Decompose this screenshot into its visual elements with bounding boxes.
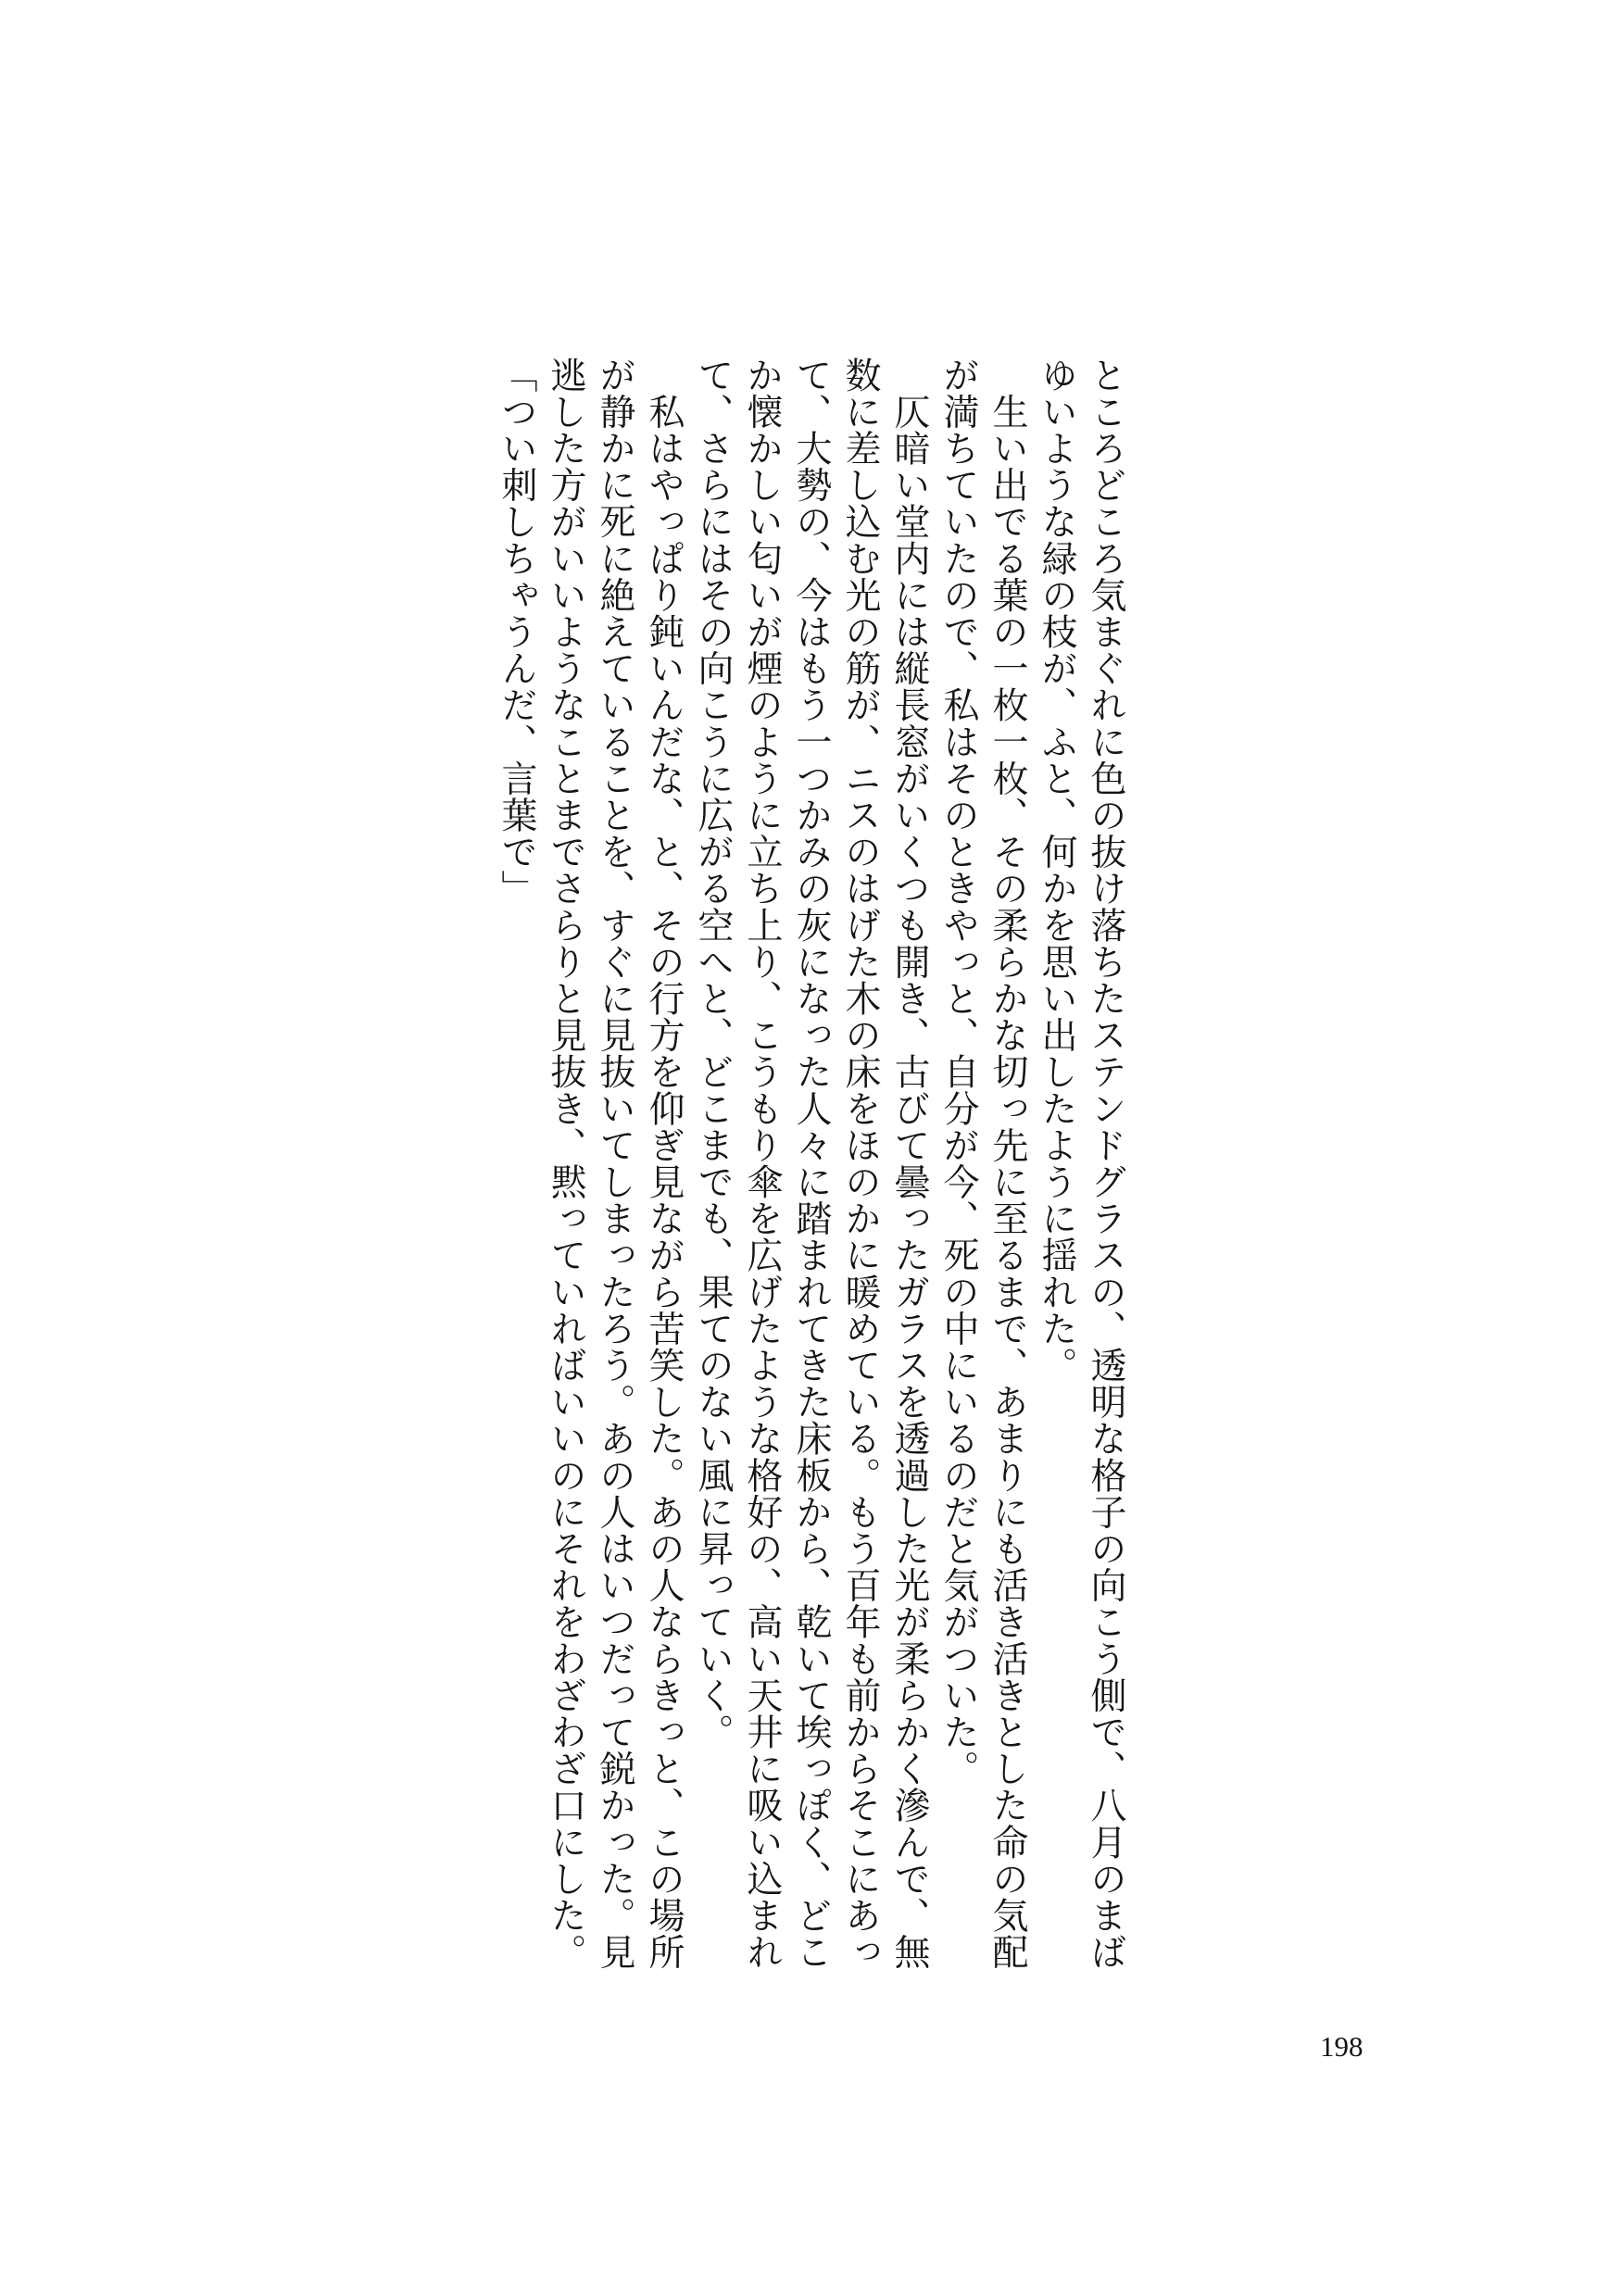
paragraph-1: ところどころ気まぐれに色の抜け落ちたステンドグラスの、透明な格子の向こう側で、八月のまばゆいような緑の枝が、ふと、何かを思い出したように揺れた。 xyxy=(1036,357,1126,1971)
paragraph-5-dialogue: 「つい刺しちゃうんだ、言葉で」 xyxy=(496,357,537,907)
paragraph-2: 生い出でる葉の一枚一枚、その柔らかな切っ先に至るまで、あまりにも活き活きとした命の気配が満ちていたので、私はそのときやっと、自分が今、死の中にいるのだと気がついた。 xyxy=(937,357,1028,1971)
paragraph-4: 私はやっぱり鈍いんだな、と、その行方を仰ぎ見ながら苦笑した。あの人ならきっと、この場所が静かに死に絶えていることを、すぐに見抜いてしまったろう。あの人はいつだって鋭かった。見逃した方がいいようなことまでさらりと見抜き、黙っていればいいのにそれをわざわざ口にした。 xyxy=(545,357,685,1971)
page-number: 198 xyxy=(1320,2030,1363,2063)
paragraph-3: 仄暗い堂内には縦長窓がいくつも開き、古びて曇ったガラスを透過した光が柔らかく滲んで、無数に差し込む光の筋が、ニスのはげた木の床をほのかに暖めている。もう百年も前からそこにあって、大勢の、今はもう一つかみの灰になった人々に踏まれてきた床板から、乾いて埃っぽく、どこか懐かしい匂いが煙のように立ち上り、こうもり傘を広げたような格好の、高い天井に吸い込まれて、さらにはその向こうに広がる空へと、どこまでも、果てのない風に昇っていく。 xyxy=(692,357,930,1971)
vertical-text-body xyxy=(496,357,1130,1977)
